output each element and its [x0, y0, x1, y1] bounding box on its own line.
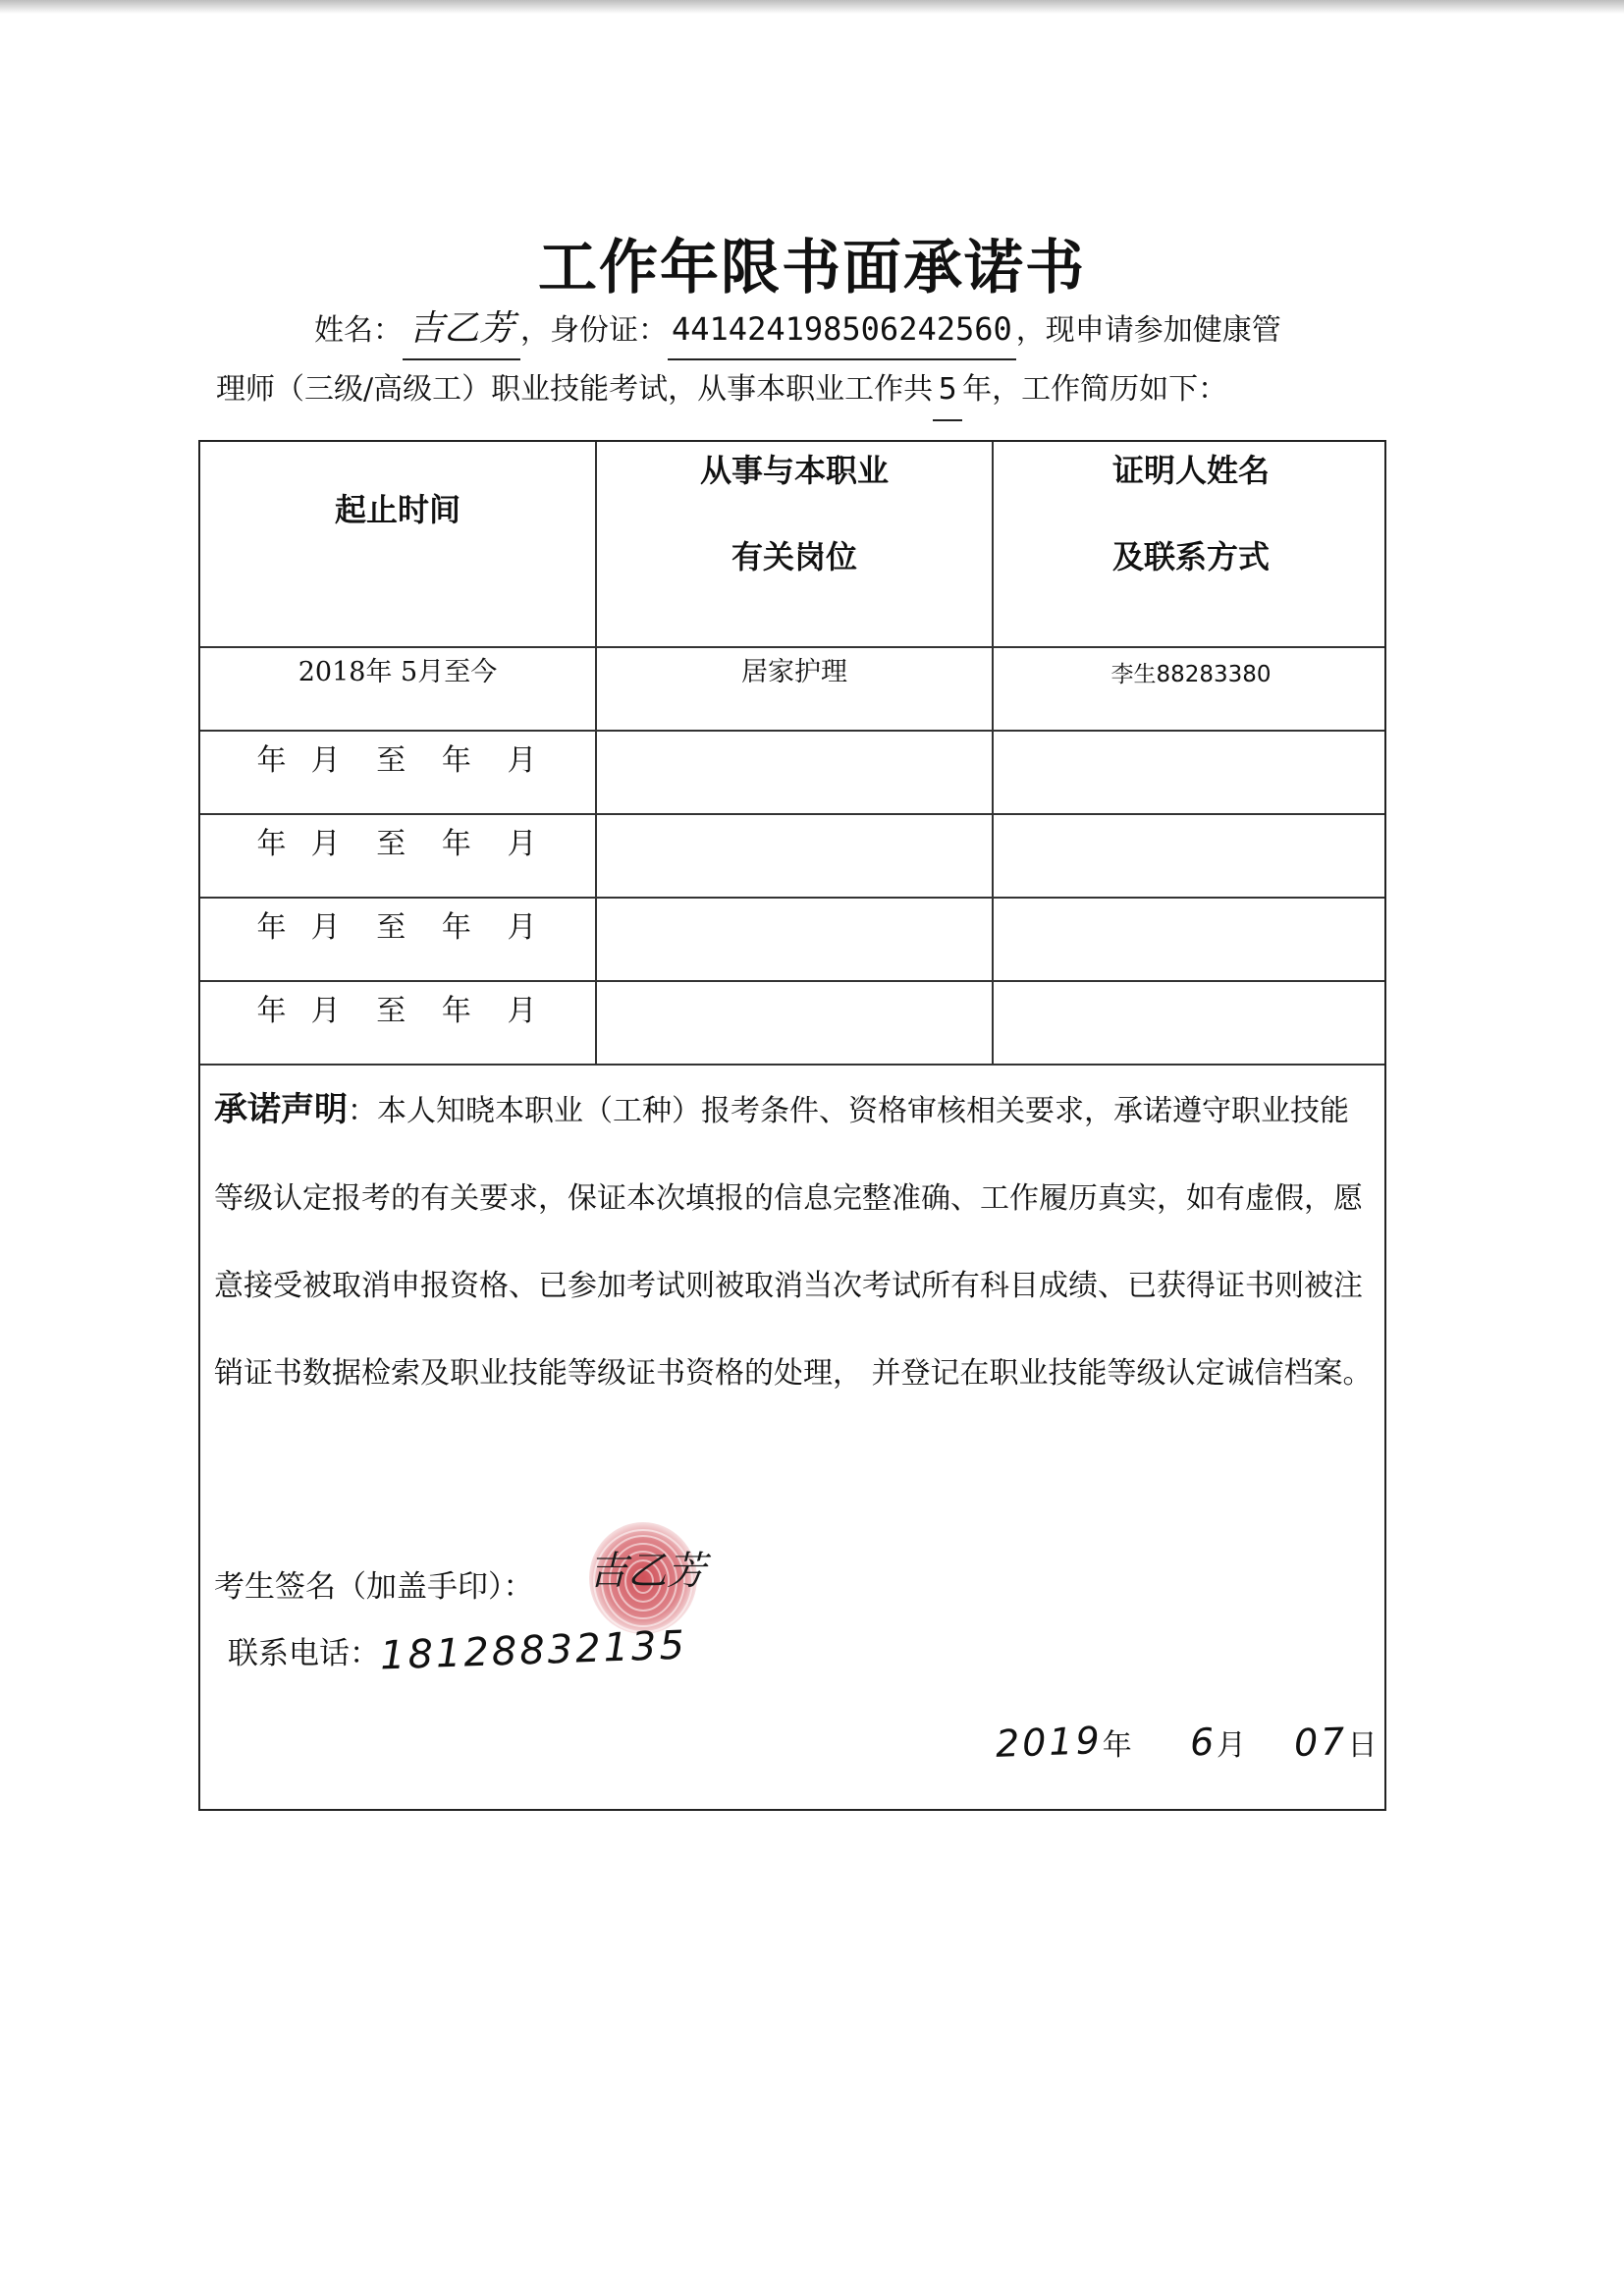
header-position-line1: 从事与本职业	[699, 452, 889, 489]
header-position	[597, 442, 994, 646]
position-cell[interactable]	[597, 815, 994, 897]
pledge-statement	[214, 1066, 1373, 1417]
intro-line-2	[216, 360, 1414, 421]
years-field[interactable]: 5	[933, 360, 962, 421]
period-template-text: 年 月 至 年 月	[256, 910, 539, 945]
intro-line2-tail: 年，工作简历如下：	[962, 372, 1228, 407]
position-cell[interactable]	[597, 732, 994, 813]
table-row	[200, 815, 1384, 899]
date-day-unit: 日	[1347, 1728, 1378, 1763]
header-witness	[994, 442, 1388, 646]
intro-line1-tail: ，现申请参加健康管	[1015, 313, 1281, 348]
witness-cell[interactable]	[994, 899, 1388, 980]
phone-value[interactable]: 18128832135	[379, 1622, 688, 1679]
pledge-text: ：本人知晓本职业（工种）报考条件、资格审核相关要求，承诺遵守职业技能等级认定报考的有关要求，保证本次填报的信息完整准确、工作履历真实，如有虚假，愿意接受被取消申报资格、已参加考试则被取消当次考试所有科目成绩、已获得证书则被注销证书数据检索及职业技能等级证书资格的处理， 并登记在职业技能等级认定诚信档案。	[214, 1094, 1373, 1391]
page-title: 工作年限书面承诺书	[538, 234, 1086, 302]
position-cell[interactable]	[597, 982, 994, 1064]
period-template-text: 年 月 至 年 月	[256, 827, 539, 861]
date-month-unit: 月	[1217, 1728, 1246, 1763]
header-period	[200, 442, 597, 646]
signature-label: 考生签名（加盖手印）：	[214, 1569, 534, 1605]
intro-line2-head: 理师（三级/高级工）职业技能考试，从事本职业工作共	[216, 372, 934, 407]
header-witness-line2: 及联系方式	[1111, 538, 1270, 575]
header-witness-line1: 证明人姓名	[1111, 452, 1270, 489]
id-label: ，身份证：	[520, 313, 668, 348]
date-year-unit: 年	[1102, 1728, 1132, 1763]
header-period-label: 起止时间	[334, 491, 460, 528]
scan-edge	[0, 0, 1624, 14]
intro-paragraph	[216, 300, 1414, 421]
period-cell[interactable]	[200, 899, 597, 980]
handwritten-signature[interactable]: 吉乙芳	[588, 1549, 706, 1594]
table-row	[200, 899, 1384, 982]
date-row	[996, 1721, 1377, 1764]
witness-cell[interactable]: 李生88283380	[1110, 662, 1272, 687]
position-cell[interactable]: 居家护理	[597, 648, 994, 730]
table-header-row	[200, 442, 1384, 648]
date-year-value[interactable]: 2019	[995, 1719, 1104, 1766]
period-cell[interactable]	[200, 732, 597, 813]
table-row	[200, 982, 1384, 1066]
phone-label: 联系电话：	[228, 1636, 380, 1671]
commitment-form	[198, 440, 1386, 1811]
table-row	[200, 732, 1384, 815]
date-month-value[interactable]: 6	[1189, 1720, 1218, 1765]
period-cell[interactable]	[200, 815, 597, 897]
period-cell[interactable]	[200, 982, 597, 1064]
intro-line-1	[216, 300, 1414, 360]
period-template-text: 年 月 至 年 月	[256, 743, 539, 778]
pledge-lead: 承诺声明	[214, 1090, 348, 1129]
phone-row	[228, 1622, 688, 1679]
position-cell[interactable]	[597, 899, 994, 980]
name-label: 姓名：	[314, 313, 403, 348]
header-position-line2: 有关岗位	[731, 538, 857, 575]
table-row	[200, 648, 1384, 732]
witness-cell[interactable]	[994, 982, 1388, 1064]
id-number-field[interactable]: 441424198506242560	[668, 300, 1016, 360]
signature-row	[214, 1561, 534, 1606]
period-template-text: 年 月 至 年 月	[256, 994, 539, 1028]
witness-cell[interactable]	[994, 815, 1388, 897]
witness-cell[interactable]	[994, 732, 1388, 813]
name-field[interactable]: 吉乙芳	[403, 300, 520, 360]
date-day-value[interactable]: 07	[1293, 1720, 1349, 1765]
period-cell[interactable]: 2018年 5月至今	[200, 648, 597, 730]
